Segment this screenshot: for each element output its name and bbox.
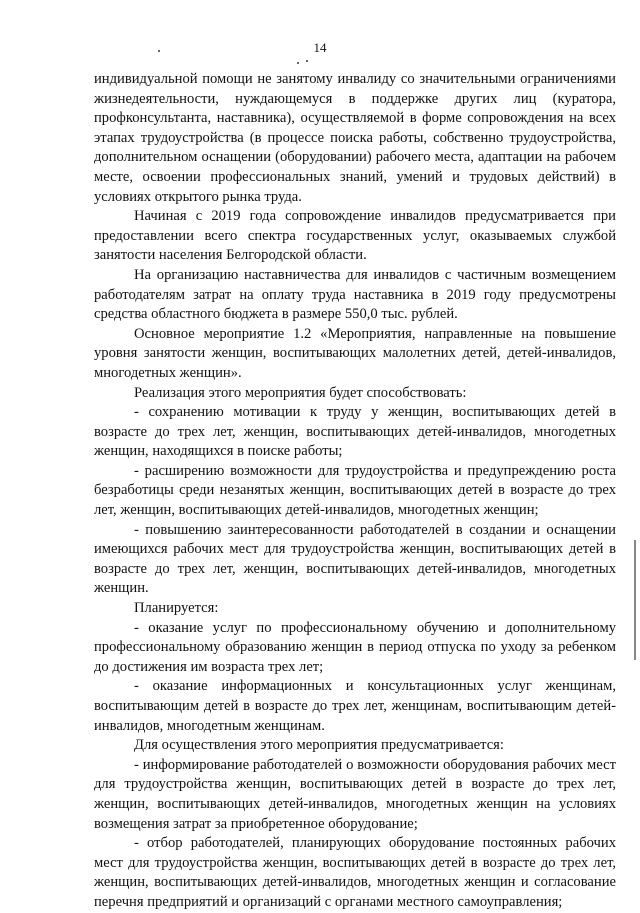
list-item: - оказание информационных и консультационных услуг женщинам, воспитывающим детей в возрасте до трех лет, женщинам, воспитывающим детей-инвалидов, многодетным женщинам. bbox=[94, 678, 616, 734]
list-item: - оказание услуг по профессиональному обучению и дополнительному профессиональному образованию женщин в период отпуска по уходу за ребенком до достижения им возраста трех лет; bbox=[94, 619, 616, 675]
paragraph: Начиная с 2019 года сопровождение инвалидов предусматривается при предоставлении всего спектра государственных услуг, оказываемых службой занятости населения Белгородской области. bbox=[94, 208, 616, 264]
scan-edge-line bbox=[634, 540, 636, 660]
scan-speck bbox=[306, 60, 308, 62]
list-item: - информирование работодателей о возможности оборудования рабочих мест для трудоустройства женщин, воспитывающих детей в возрасте до трех лет, женщин, воспитывающих детей-инвалидов, многодетных женщин на условиях возмещения затрат за приобретенное оборудование; bbox=[94, 756, 616, 832]
list-item: - повышению заинтересованности работодателей в создании и оснащении имеющихся рабочих мест для трудоустройства женщин, воспитывающих детей в возрасте до трех лет, женщин, воспитывающих детей-инвалидов, многодетных женщин. bbox=[94, 521, 616, 597]
paragraph: Планируется: bbox=[134, 600, 219, 617]
paragraph: На организацию наставничества для инвалидов с частичным возмещением работодателям затрат на оплату труда наставника в 2019 году предусмотрены средства областного бюджета в размере 550,0 тыс. рублей. bbox=[94, 266, 616, 323]
scan-speck bbox=[158, 50, 160, 52]
page-number: 14 bbox=[313, 40, 327, 55]
list-item: - расширению возможности для трудоустройства и предупреждению роста безработицы среди незанятых женщин, воспитывающих детей в возрасте до трех лет, женщин, воспитывающих детей-инвалидов, многодетных женщин; bbox=[94, 462, 616, 519]
scan-speck bbox=[297, 62, 299, 64]
paragraph: Основное мероприятие 1.2 «Мероприятия, направленные на повышение уровня занятости женщин, воспитывающих малолетних детей, детей-инвалидов, многодетных женщин». bbox=[94, 325, 616, 381]
list-item: - отбор работодателей, планирующих оборудование постоянных рабочих мест для трудоустройства женщин, воспитывающих детей в возрасте до трех лет, женщин, воспитывающих детей-инвалидов, многодетных женщин и согласование перечня предприятий и организаций с органами местного самоуправления; bbox=[94, 835, 616, 910]
paragraph: Реализация этого мероприятия будет способствовать: bbox=[134, 384, 467, 401]
document-body bbox=[94, 70, 616, 913]
paragraph: Для осуществления этого мероприятия предусматривается: bbox=[134, 737, 504, 754]
list-item: - сохранению мотивации к труду у женщин, воспитывающих детей в возрасте до трех лет, женщин, воспитывающих детей-инвалидов, многодетных женщин, находящихся в поиске работы; bbox=[94, 404, 616, 460]
paragraph: индивидуальной помощи не занятому инвалиду со значительными ограничениями жизнедеятельности, нуждающемуся в поддержке других лиц (куратора, профконсультанта, наставника), осуществляемой в форме сопровождения на всех этапах трудоустройства (в процессе поиска работы, собственно трудоустройства, дополнительном оснащении (оборудовании) рабочего места, адаптации на рабочем месте, освоении профессиональных знаний, умений и трудовых действий) в условиях открытого рынка труда. bbox=[94, 71, 616, 205]
